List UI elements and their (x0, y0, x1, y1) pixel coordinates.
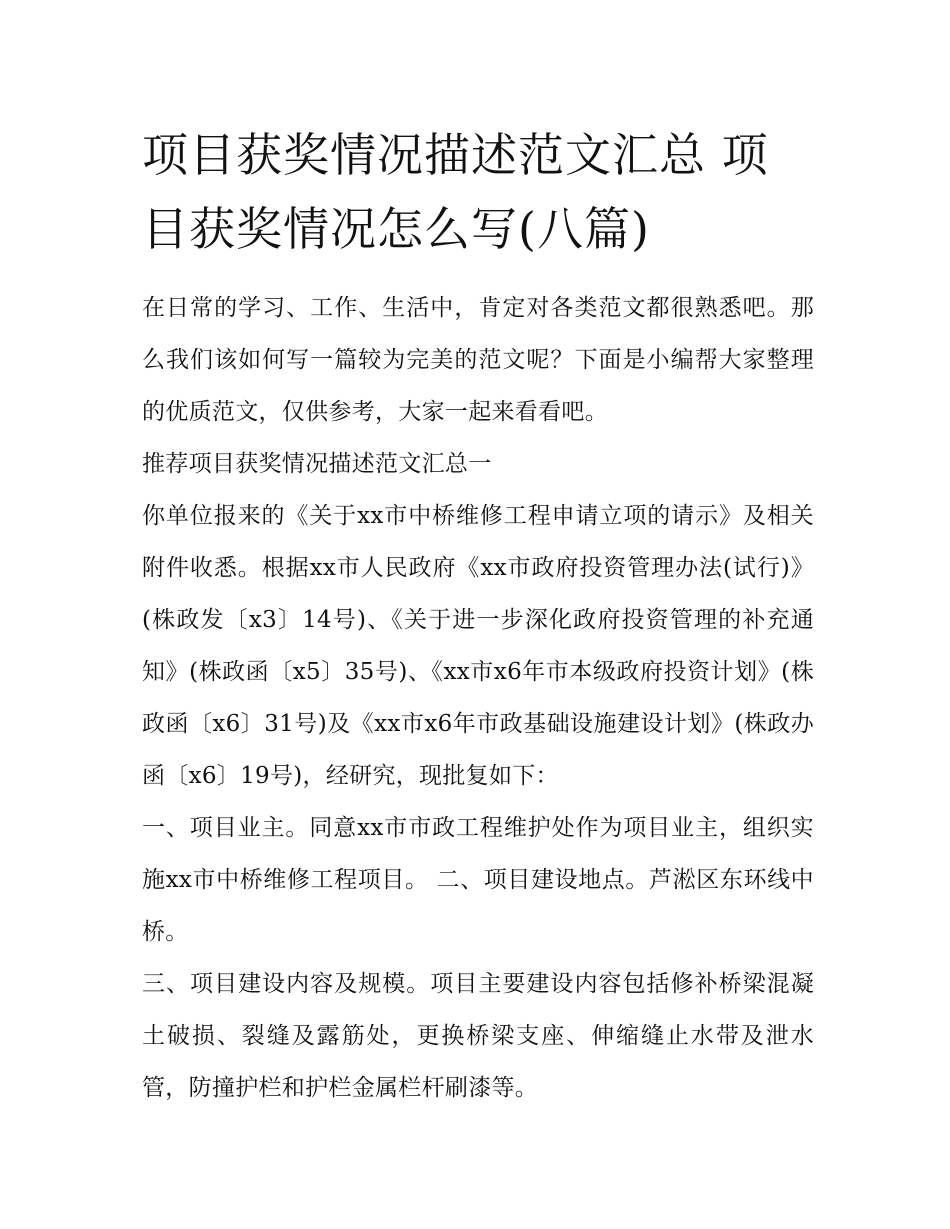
document-title: 项目获奖情况描述范文汇总 项目获奖情况怎么写(八篇) (142, 128, 769, 256)
body-paragraph: 三、项目建设内容及规模。项目主要建设内容包括修补桥梁混凝土破损、裂缝及露筋处，更换桥梁支座、伸缩缝止水带及泄水管，防撞护栏和护栏金属栏杆刷漆等。 (142, 971, 814, 1101)
intro-paragraph: 在日常的学习、工作、生活中，肯定对各类范文都很熟悉吧。那么我们该如何写一篇较为完美的范文呢？下面是小编帮大家整理的优质范文，仅供参考，大家一起来看看吧。 (142, 295, 814, 425)
section-heading: 推荐项目获奖情况描述范文汇总一 (142, 451, 492, 477)
body-paragraph: 一、项目业主。同意xx市市政工程维护处作为项目业主，组织实施xx市中桥维修工程项目。 二、项目建设地点。芦淞区东环线中桥。 (142, 815, 814, 945)
body-paragraph: 你单位报来的《关于xx市中桥维修工程申请立项的请示》及相关附件收悉。根据xx市人民政府《xx市政府投资管理办法(试行)》(株政发〔x3〕14号)、《关于进一步深化政府投资管理的补充通知》(株政函〔x5〕35号)、《xx市x6年市本级政府投资计划》(株政函〔x6〕31号)及《xx市x6年市政基础设施建设计划》(株政办函〔x6〕19号)，经研究，现批复如下： (142, 503, 814, 789)
document-content (142, 118, 814, 1114)
